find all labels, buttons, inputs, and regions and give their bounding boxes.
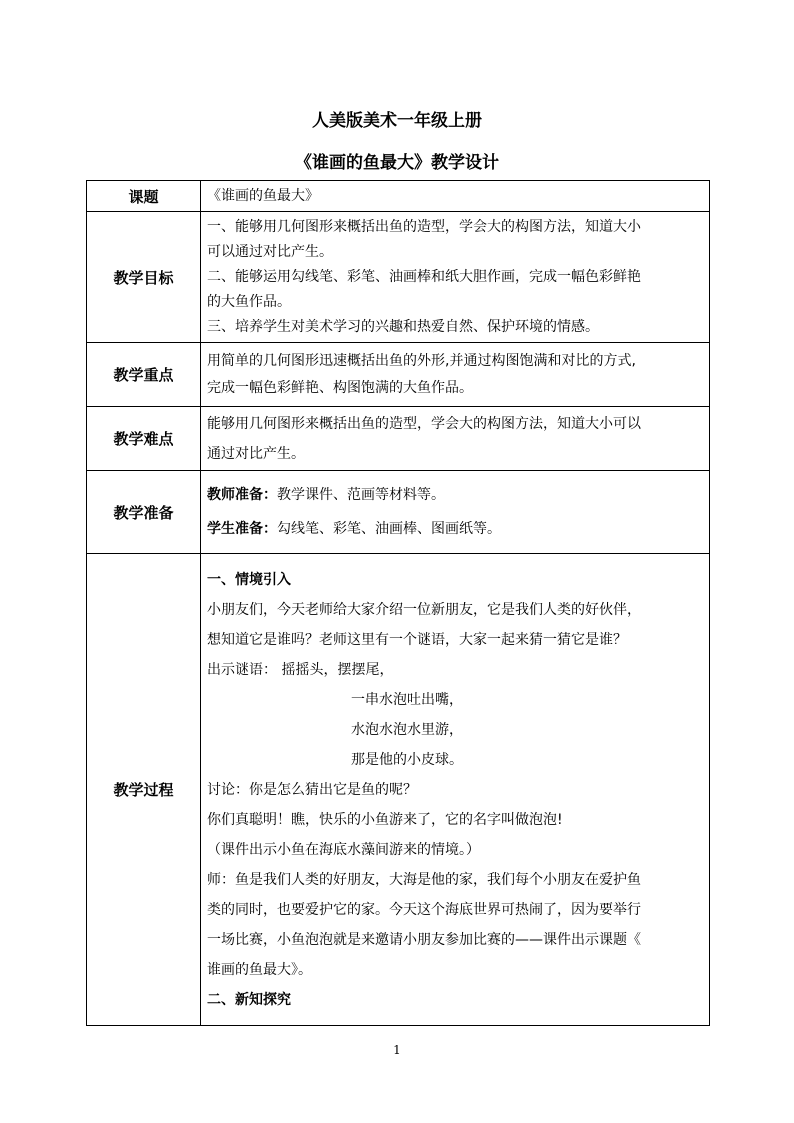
student-preparation-text: 勾线笔、彩笔、油画棒、图画纸等。 (277, 521, 501, 537)
student-preparation (207, 512, 705, 546)
table-row-process (87, 554, 710, 1026)
difficulties-line: 能够用几何图形来概括出鱼的造型，学会大的构图方法，知道大小可以 (207, 415, 641, 432)
topic-label: 课题 (87, 181, 201, 212)
teacher-preparation-text: 教学课件、范画等材料等。 (277, 487, 445, 503)
table-row-difficulties (87, 407, 710, 471)
goals-line: 一、能够用几何图形来概括出鱼的造型，学会大的构图方法，知道大小 (207, 218, 641, 235)
process-line: （课件出示小鱼在海底水藻间游来的情境。） (207, 841, 480, 858)
process-line: 一场比赛，小鱼泡泡就是来邀请小朋友参加比赛的——课件出示课题《 (207, 931, 641, 948)
document-subtitle: 《谁画的鱼最大》教学设计 (295, 153, 499, 173)
table-row-topic (87, 181, 710, 212)
preparation-content (201, 471, 710, 554)
page-number: 1 (393, 1043, 401, 1057)
table-row-preparation (87, 471, 710, 554)
key-points-content (201, 343, 710, 407)
key-points-line: 完成一幅色彩鲜艳、构图饱满的大鱼作品。 (207, 379, 473, 396)
document-title: 人美版美术一年级上册 (312, 111, 482, 131)
process-line: 小朋友们，今天老师给大家介绍一位新朋友，它是我们人类的好伙伴， (207, 601, 641, 618)
goals-content (201, 212, 710, 343)
section-heading: 一、情境引入 (207, 571, 291, 588)
student-preparation-label: 学生准备： (207, 521, 277, 537)
teacher-preparation-label: 教师准备： (207, 487, 277, 503)
difficulties-content (201, 407, 710, 471)
goals-line: 的大鱼作品。 (207, 293, 291, 310)
riddle-line: 那是他的小皮球。 (351, 751, 463, 768)
difficulties-label: 教学难点 (87, 407, 201, 471)
process-line: 类的同时，也要爱护它的家。今天这个海底世界可热闹了，因为要举行 (207, 901, 641, 918)
goals-line: 二、能够运用勾线笔、彩笔、油画棒和纸大胆作画，完成一幅色彩鲜艳 (207, 268, 641, 285)
riddle-line: 一串水泡吐出嘴， (351, 691, 463, 708)
topic-value: 《谁画的鱼最大》 (201, 181, 710, 212)
goals-line: 可以通过对比产生。 (207, 243, 333, 260)
teacher-preparation (207, 478, 705, 512)
table-row-key-points (87, 343, 710, 407)
difficulties-line: 通过对比产生。 (207, 445, 305, 462)
process-label: 教学过程 (87, 554, 201, 1026)
preparation-label: 教学准备 (87, 471, 201, 554)
process-line: 谁画的鱼最大》。 (207, 961, 312, 978)
riddle-line: 水泡水泡水里游， (351, 721, 463, 738)
process-line: 讨论：你是怎么猜出它是鱼的呢？ (207, 781, 417, 798)
key-points-line: 用简单的几何图形迅速概括出鱼的外形,并通过构图饱满和对比的方式, (207, 352, 636, 369)
table-row-goals (87, 212, 710, 343)
process-line: 师：鱼是我们人类的好朋友，大海是他的家，我们每个小朋友在爱护鱼 (207, 871, 641, 888)
lesson-plan-table (86, 180, 710, 1026)
process-line: 想知道它是谁吗？老师这里有一个谜语，大家一起来猜一猜它是谁？ (207, 631, 627, 648)
goals-line: 三、培养学生对美术学习的兴趣和热爱自然、保护环境的情感。 (207, 318, 599, 335)
process-content (201, 554, 710, 1026)
riddle-line: 出示谜语： 摇摇头，摆摆尾， (207, 661, 394, 678)
section-heading: 二、新知探究 (207, 991, 291, 1008)
process-line: 你们真聪明！瞧，快乐的小鱼游来了，它的名字叫做泡泡! (207, 811, 563, 828)
goals-label: 教学目标 (87, 212, 201, 343)
key-points-label: 教学重点 (87, 343, 201, 407)
